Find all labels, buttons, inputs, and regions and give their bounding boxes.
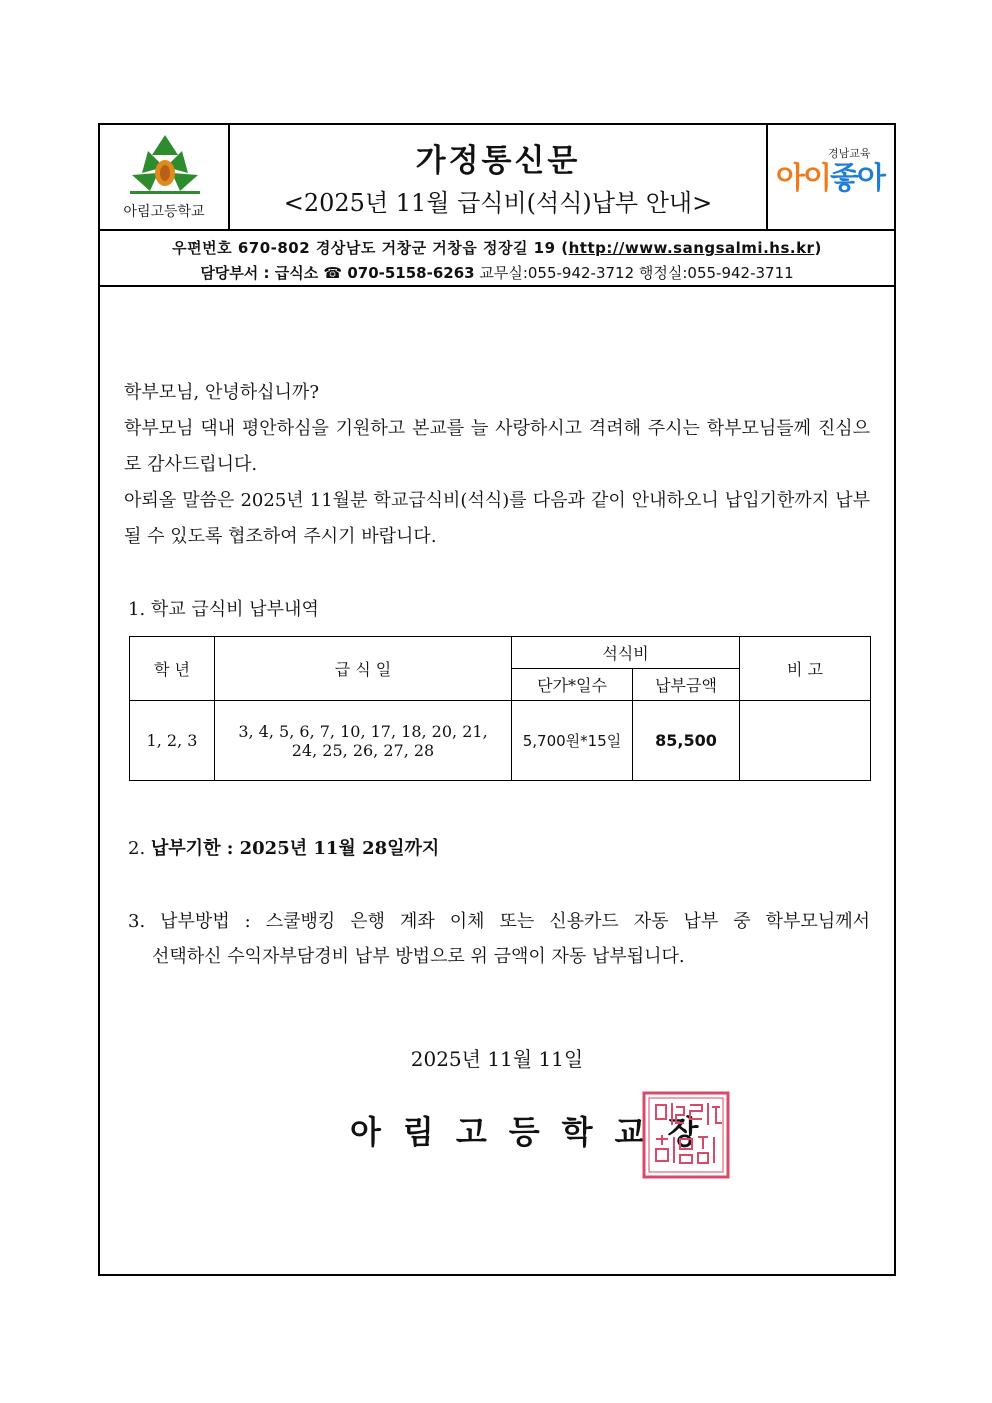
- page-subtitle: <2025년 11월 급식비(석식)납부 안내>: [283, 189, 713, 217]
- greeting: 학부모님, 안녕하십니까?: [124, 382, 319, 403]
- badge-caption: 경남교육: [828, 147, 871, 160]
- cell-grade: 1, 2, 3: [130, 701, 215, 781]
- header-unit-price: 단가*일수: [512, 669, 633, 701]
- school-website-link[interactable]: http://www.sangsalmi.hs.kr: [568, 239, 815, 257]
- section-3-line-1: 3. 납부방법 : 스쿨뱅킹 은행 계좌 이체 또는 신용카드 자동 납부 중 학부모님께서: [128, 911, 870, 932]
- cell-unit-price: 5,700원*15일: [512, 701, 633, 781]
- address-text: 우편번호 670-802 경상남도 거창군 거창읍 정장길 19 (: [172, 239, 569, 257]
- school-logo-cell: [100, 125, 230, 229]
- cell-days: [215, 701, 512, 781]
- header-note: 비 고: [740, 637, 871, 701]
- letter-body: [124, 375, 870, 555]
- section-2-number: 2.: [128, 838, 151, 859]
- office-contact: 교무실:055-942-3712 행정실:055-942-3711: [474, 264, 794, 282]
- contact-info: [100, 229, 894, 287]
- badge-word-1: 아이: [776, 161, 830, 196]
- section-1-heading: 1. 학교 급식비 납부내역: [128, 599, 319, 620]
- school-logo-icon: [128, 133, 202, 195]
- paragraph-1: 학부모님 댁내 평안하심을 기원하고 본교를 늘 사랑하시고 격려해 주시는 학부모님들께 진심으로 감사드립니다.: [124, 418, 870, 475]
- letter-header: [100, 125, 894, 231]
- header-dinner-fee: 석식비: [512, 637, 740, 669]
- signature-date: 2025년 11월 11일: [410, 1047, 584, 1071]
- section-2: [128, 834, 439, 860]
- address-close: ): [814, 239, 822, 257]
- badge-word-2: 좋아: [829, 161, 884, 196]
- badge-logo: [776, 153, 884, 197]
- header-amount: 납부금액: [633, 669, 740, 701]
- official-seal-icon: [642, 1091, 730, 1179]
- payment-deadline: 납부기한 : 2025년 11월 28일까지: [150, 838, 440, 859]
- phone-line: [100, 262, 894, 283]
- cell-days-line-1: 3, 4, 5, 6, 7, 10, 17, 18, 20, 21,: [238, 721, 488, 741]
- department-contact: 담당부서 : 급식소 ☎ 070-5158-6263: [200, 264, 475, 282]
- section-3-line-2: 선택하신 수익자부담경비 납부 방법으로 위 금액이 자동 납부됩니다.: [152, 946, 685, 967]
- cell-amount: 85,500: [633, 701, 740, 781]
- title-cell: [230, 125, 768, 229]
- page-title: 가정통신문: [415, 143, 581, 179]
- education-badge: [768, 125, 894, 229]
- school-name: 아림고등학교: [123, 204, 205, 220]
- principal-signature: 아림고등학교장: [350, 1113, 721, 1151]
- fee-table: [129, 636, 871, 781]
- address-line: [100, 237, 894, 258]
- header-grade: 학 년: [130, 637, 215, 701]
- paragraph-2: 아뢰올 말씀은 2025년 11월분 학교급식비(석식)를 다음과 같이 안내하오니 납입기한까지 납부될 수 있도록 협조하여 주시기 바랍니다.: [124, 490, 870, 547]
- document-frame: [98, 123, 896, 1276]
- header-days: 급 식 일: [215, 637, 512, 701]
- cell-note: [740, 701, 871, 781]
- cell-days-line-2: 24, 25, 26, 27, 28: [291, 740, 435, 760]
